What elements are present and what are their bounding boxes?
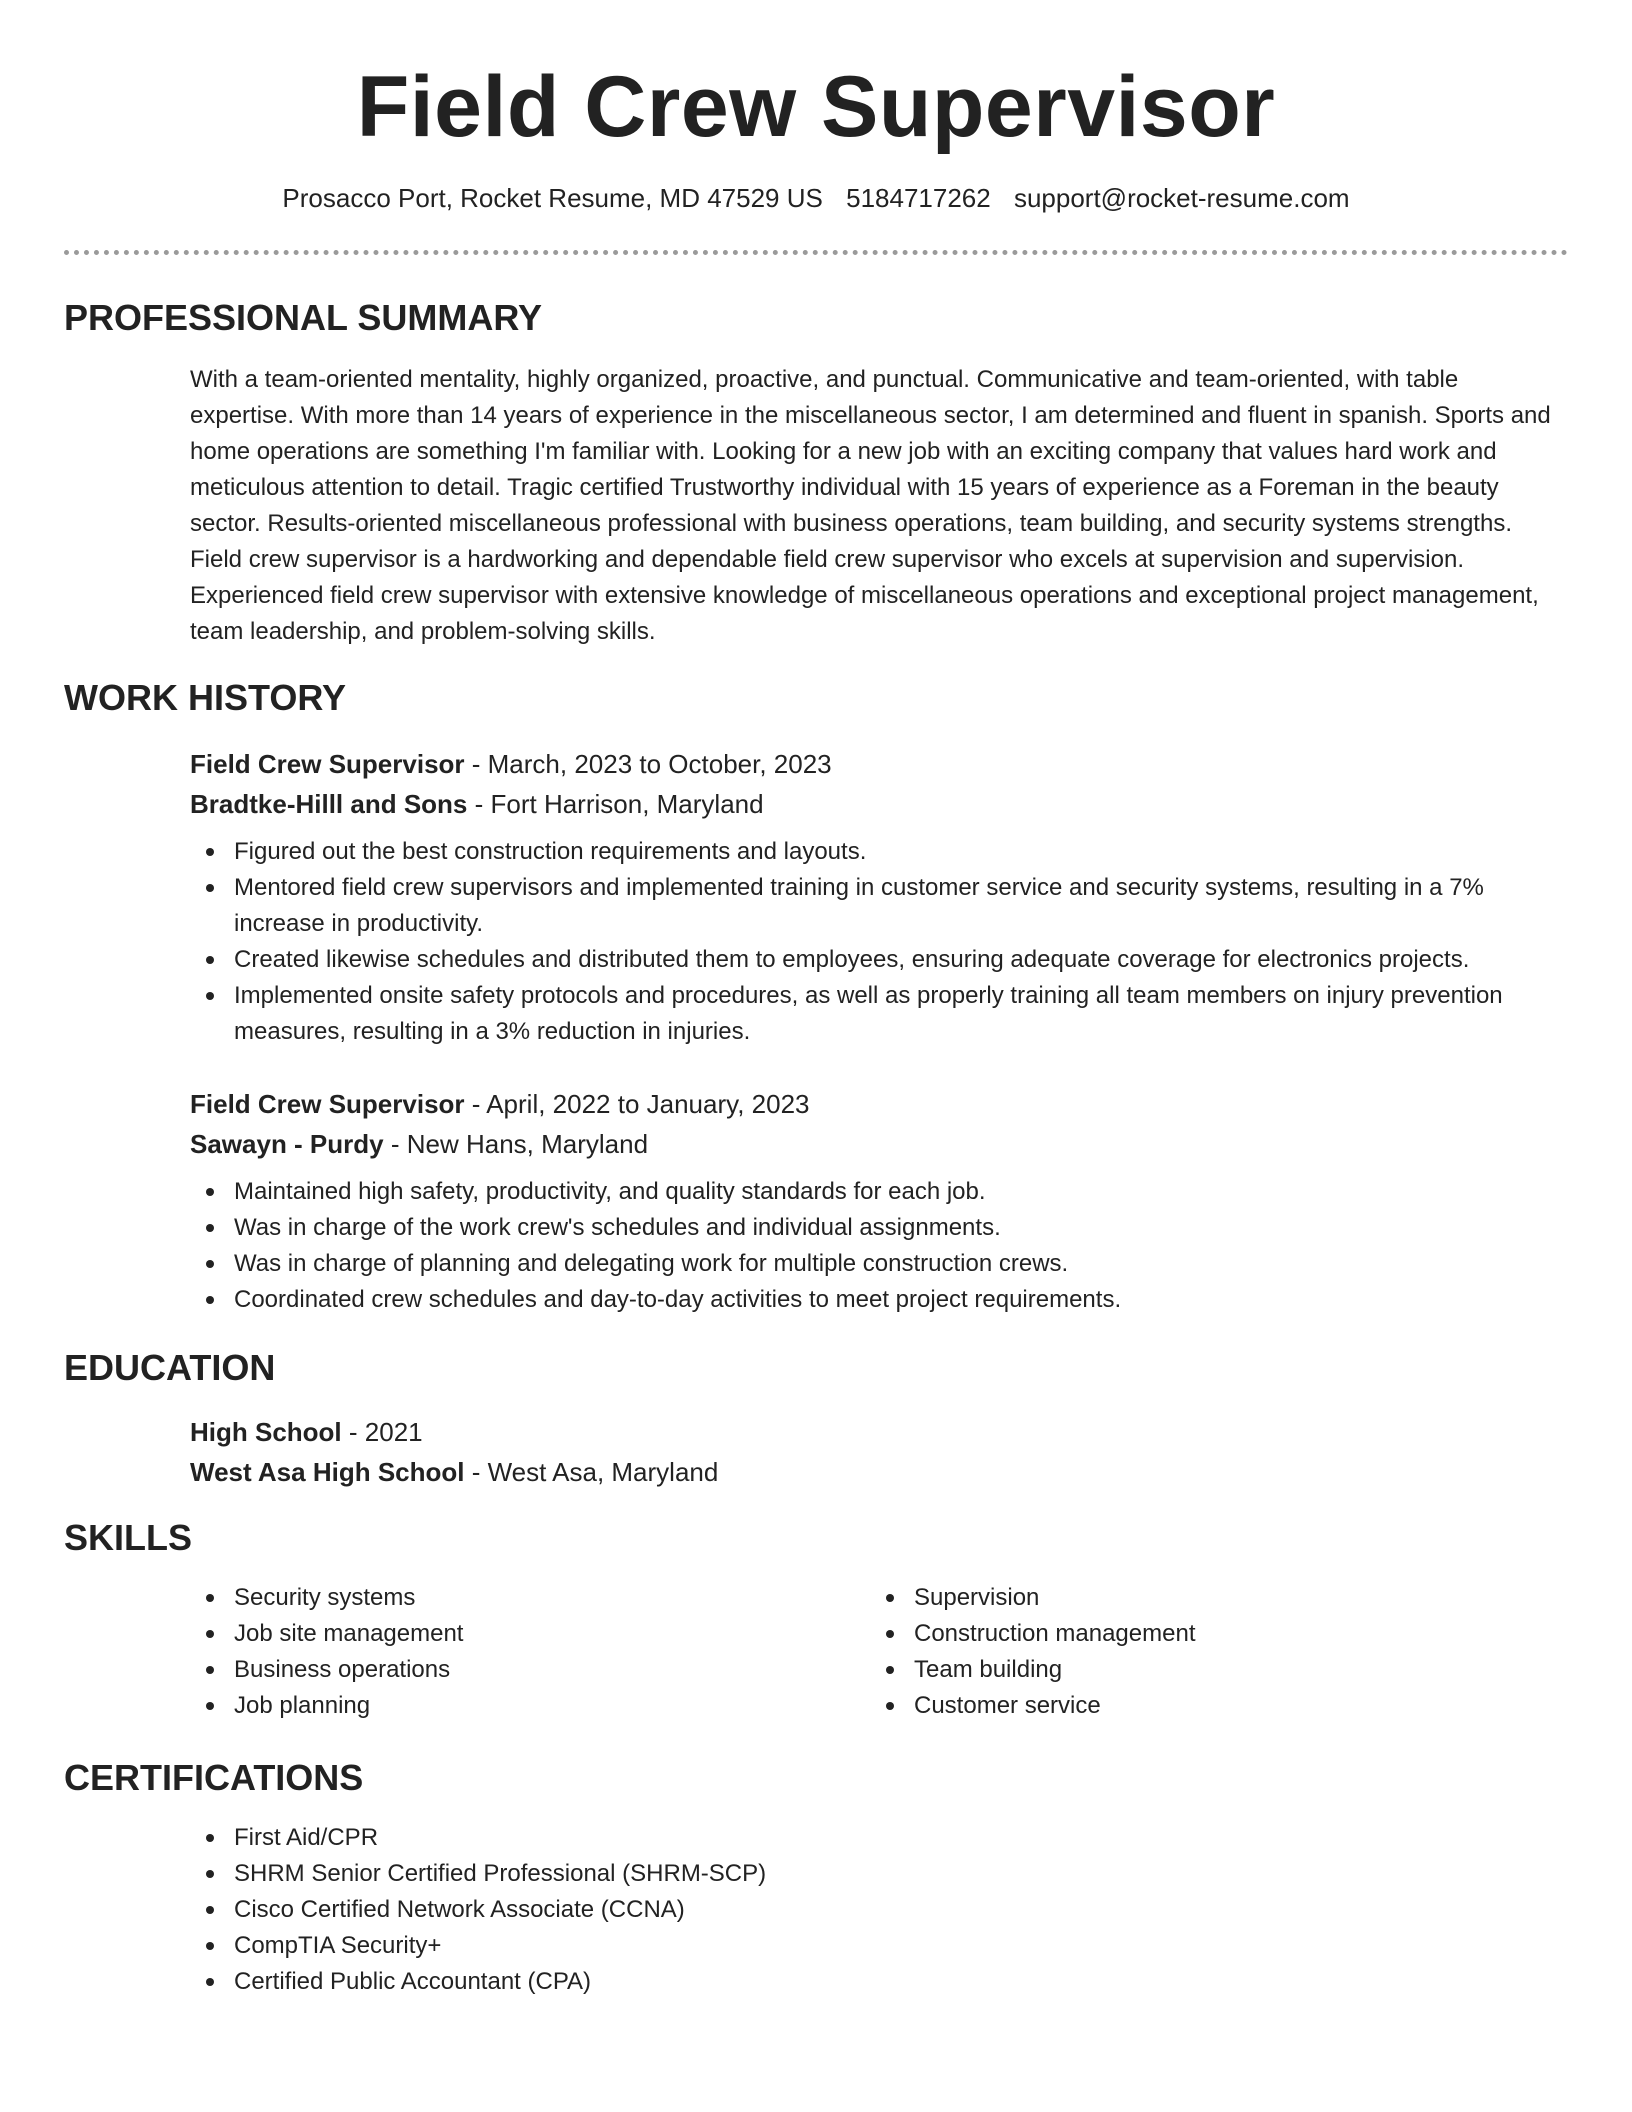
- list-item: Maintained high safety, productivity, and quality standards for each job.: [190, 1174, 1560, 1210]
- job-role: Field Crew Supervisor: [190, 749, 465, 779]
- certifications-list-wrap: [190, 1820, 1560, 2000]
- list-item: Security systems: [190, 1580, 870, 1616]
- certifications-list: [190, 1820, 1560, 2000]
- education-degree-line: [190, 1412, 1560, 1452]
- list-item: Business operations: [190, 1652, 870, 1688]
- section-title-certifications: CERTIFICATIONS: [64, 1757, 364, 1798]
- list-item: CompTIA Security+: [190, 1928, 1560, 1964]
- list-item: Mentored field crew supervisors and implemented training in customer service and security systems, resulting in a 7% increase in productivity.: [190, 870, 1560, 942]
- education-year: - 2021: [341, 1417, 423, 1447]
- section-title-skills: SKILLS: [64, 1517, 193, 1558]
- job-location: - New Hans, Maryland: [383, 1129, 649, 1159]
- list-item: Was in charge of the work crew's schedules and individual assignments.: [190, 1210, 1560, 1246]
- job-entry: [190, 1084, 1560, 1318]
- job-entry: [190, 744, 1560, 1050]
- skills-column-right: [870, 1580, 1550, 1724]
- education-entry: [190, 1412, 1560, 1492]
- education-degree: High School: [190, 1417, 342, 1447]
- list-item: SHRM Senior Certified Professional (SHRM-SCP): [190, 1856, 1560, 1892]
- contact-address: Prosacco Port, Rocket Resume, MD 47529 US: [282, 183, 823, 213]
- job-location: - Fort Harrison, Maryland: [467, 789, 764, 819]
- list-item: Figured out the best construction requirements and layouts.: [190, 834, 1560, 870]
- list-item: Was in charge of planning and delegating work for multiple construction crews.: [190, 1246, 1560, 1282]
- education-location: - West Asa, Maryland: [464, 1457, 719, 1487]
- contact-phone: 5184717262: [846, 183, 991, 213]
- contact-email: support@rocket-resume.com: [1013, 183, 1350, 213]
- job-title-line: [190, 744, 1560, 784]
- list-item: First Aid/CPR: [190, 1820, 1560, 1856]
- education-school-line: [190, 1452, 1560, 1492]
- job-bullet-list: [190, 1174, 1560, 1318]
- job-role: Field Crew Supervisor: [190, 1089, 465, 1119]
- list-item: Certified Public Accountant (CPA): [190, 1964, 1560, 2000]
- job-company: Bradtke-Hilll and Sons: [190, 789, 468, 819]
- list-item: Construction management: [870, 1616, 1550, 1652]
- header-divider: [64, 250, 1568, 255]
- section-title-education: EDUCATION: [64, 1347, 276, 1388]
- job-company-line: [190, 784, 1560, 824]
- job-title-line: [190, 1084, 1560, 1124]
- list-item: Job site management: [190, 1616, 870, 1652]
- section-title-summary: PROFESSIONAL SUMMARY: [64, 297, 543, 338]
- resume-name: Field Crew Supervisor: [356, 59, 1276, 155]
- job-dates: - April, 2022 to January, 2023: [464, 1089, 810, 1119]
- job-dates: - March, 2023 to October, 2023: [464, 749, 832, 779]
- list-item: Coordinated crew schedules and day-to-day activities to meet project requirements.: [190, 1282, 1560, 1318]
- list-item: Created likewise schedules and distributed them to employees, ensuring adequate coverage for electronics projects.: [190, 942, 1560, 978]
- skills-grid: [190, 1580, 1560, 1724]
- list-item: Customer service: [870, 1688, 1550, 1724]
- education-school: West Asa High School: [190, 1457, 465, 1487]
- contact-line: [0, 180, 1632, 216]
- summary-text: With a team-oriented mentality, highly organized, proactive, and punctual. Communicative and team-oriented, with table expertise. With more than 14 years of experience in the miscellaneous sector, I am determined and fluent in spanish. Sports and home operations are something I'm familiar with. Looking for a new job with an exciting company that values hard work and meticulous attention to detail. Tragic certified Trustworthy individual with 15 years of experience as a Foreman in the beauty sector. Results-oriented miscellaneous professional with business operations, team building, and security systems strengths. Field crew supervisor is a hardworking and dependable field crew supervisor who excels at supervision and supervision. Experienced field crew supervisor with extensive knowledge of miscellaneous operations and exceptional project management, team leadership, and problem-solving skills.: [190, 366, 1551, 645]
- list-item: Cisco Certified Network Associate (CCNA): [190, 1892, 1560, 1928]
- list-item: Supervision: [870, 1580, 1550, 1616]
- job-bullet-list: [190, 834, 1560, 1050]
- section-title-work: WORK HISTORY: [64, 677, 347, 718]
- skills-column-left: [190, 1580, 870, 1724]
- job-company-line: [190, 1124, 1560, 1164]
- list-item: Job planning: [190, 1688, 870, 1724]
- list-item: Team building: [870, 1652, 1550, 1688]
- job-company: Sawayn - Purdy: [190, 1129, 384, 1159]
- list-item: Implemented onsite safety protocols and procedures, as well as properly training all team members on injury prevention measures, resulting in a 3% reduction in injuries.: [190, 978, 1560, 1050]
